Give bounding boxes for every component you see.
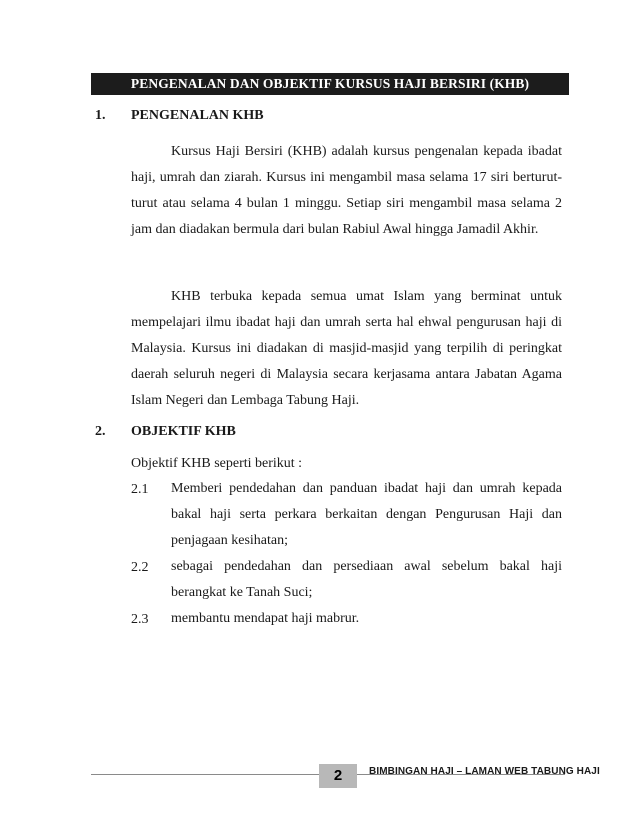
section-heading: PENGENALAN KHB xyxy=(131,108,264,123)
section-heading: OBJEKTIF KHB xyxy=(131,424,236,439)
list-item-number: 2.2 xyxy=(131,560,149,575)
list-item-number: 2.3 xyxy=(131,612,149,627)
section-banner-title: PENGENALAN DAN OBJEKTIF KURSUS HAJI BERSIRI (KHB) xyxy=(91,73,569,95)
page-number: 2 xyxy=(319,764,357,788)
list-item-text: Memberi pendedahan dan panduan ibadat haji dan umrah kepada bakal haji serta perkara berkaitan dengan Pengurusan Haji dan penjagaan kesihatan; xyxy=(171,481,562,548)
footer-text: BIMBINGAN HAJI – LAMAN WEB TABUNG HAJI xyxy=(369,766,600,777)
objectives-intro: Objektif KHB seperti berikut : xyxy=(131,456,303,471)
list-item-number: 2.1 xyxy=(131,482,149,497)
paragraph: Kursus Haji Bersiri (KHB) adalah kursus pengenalan kepada ibadat haji, umrah dan ziarah. Kursus ini mengambil masa selama 17 siri berturut-turut atau selama 4 bulan 1 minggu. Setiap siri mengambil masa selama 2 jam dan diadakan bermula dari bulan Rabiul Awal hingga Jamadil Akhir. xyxy=(131,144,562,237)
section-number: 1. xyxy=(95,108,106,123)
section-number: 2. xyxy=(95,424,106,439)
list-item-text: membantu mendapat haji mabrur. xyxy=(171,611,360,626)
list-item-text: sebagai pendedahan dan persediaan awal sebelum bakal haji berangkat ke Tanah Suci; xyxy=(171,559,562,600)
paragraph: KHB terbuka kepada semua umat Islam yang berminat untuk mempelajari ilmu ibadat haji dan umrah serta hal ehwal pengurusan haji di Malaysia. Kursus ini diadakan di masjid-masjid yang terpilih di peringkat daerah seluruh negeri di Malaysia secara kerjasama antara Jabatan Agama Islam Negeri dan Lembaga Tabung Haji. xyxy=(131,289,562,408)
